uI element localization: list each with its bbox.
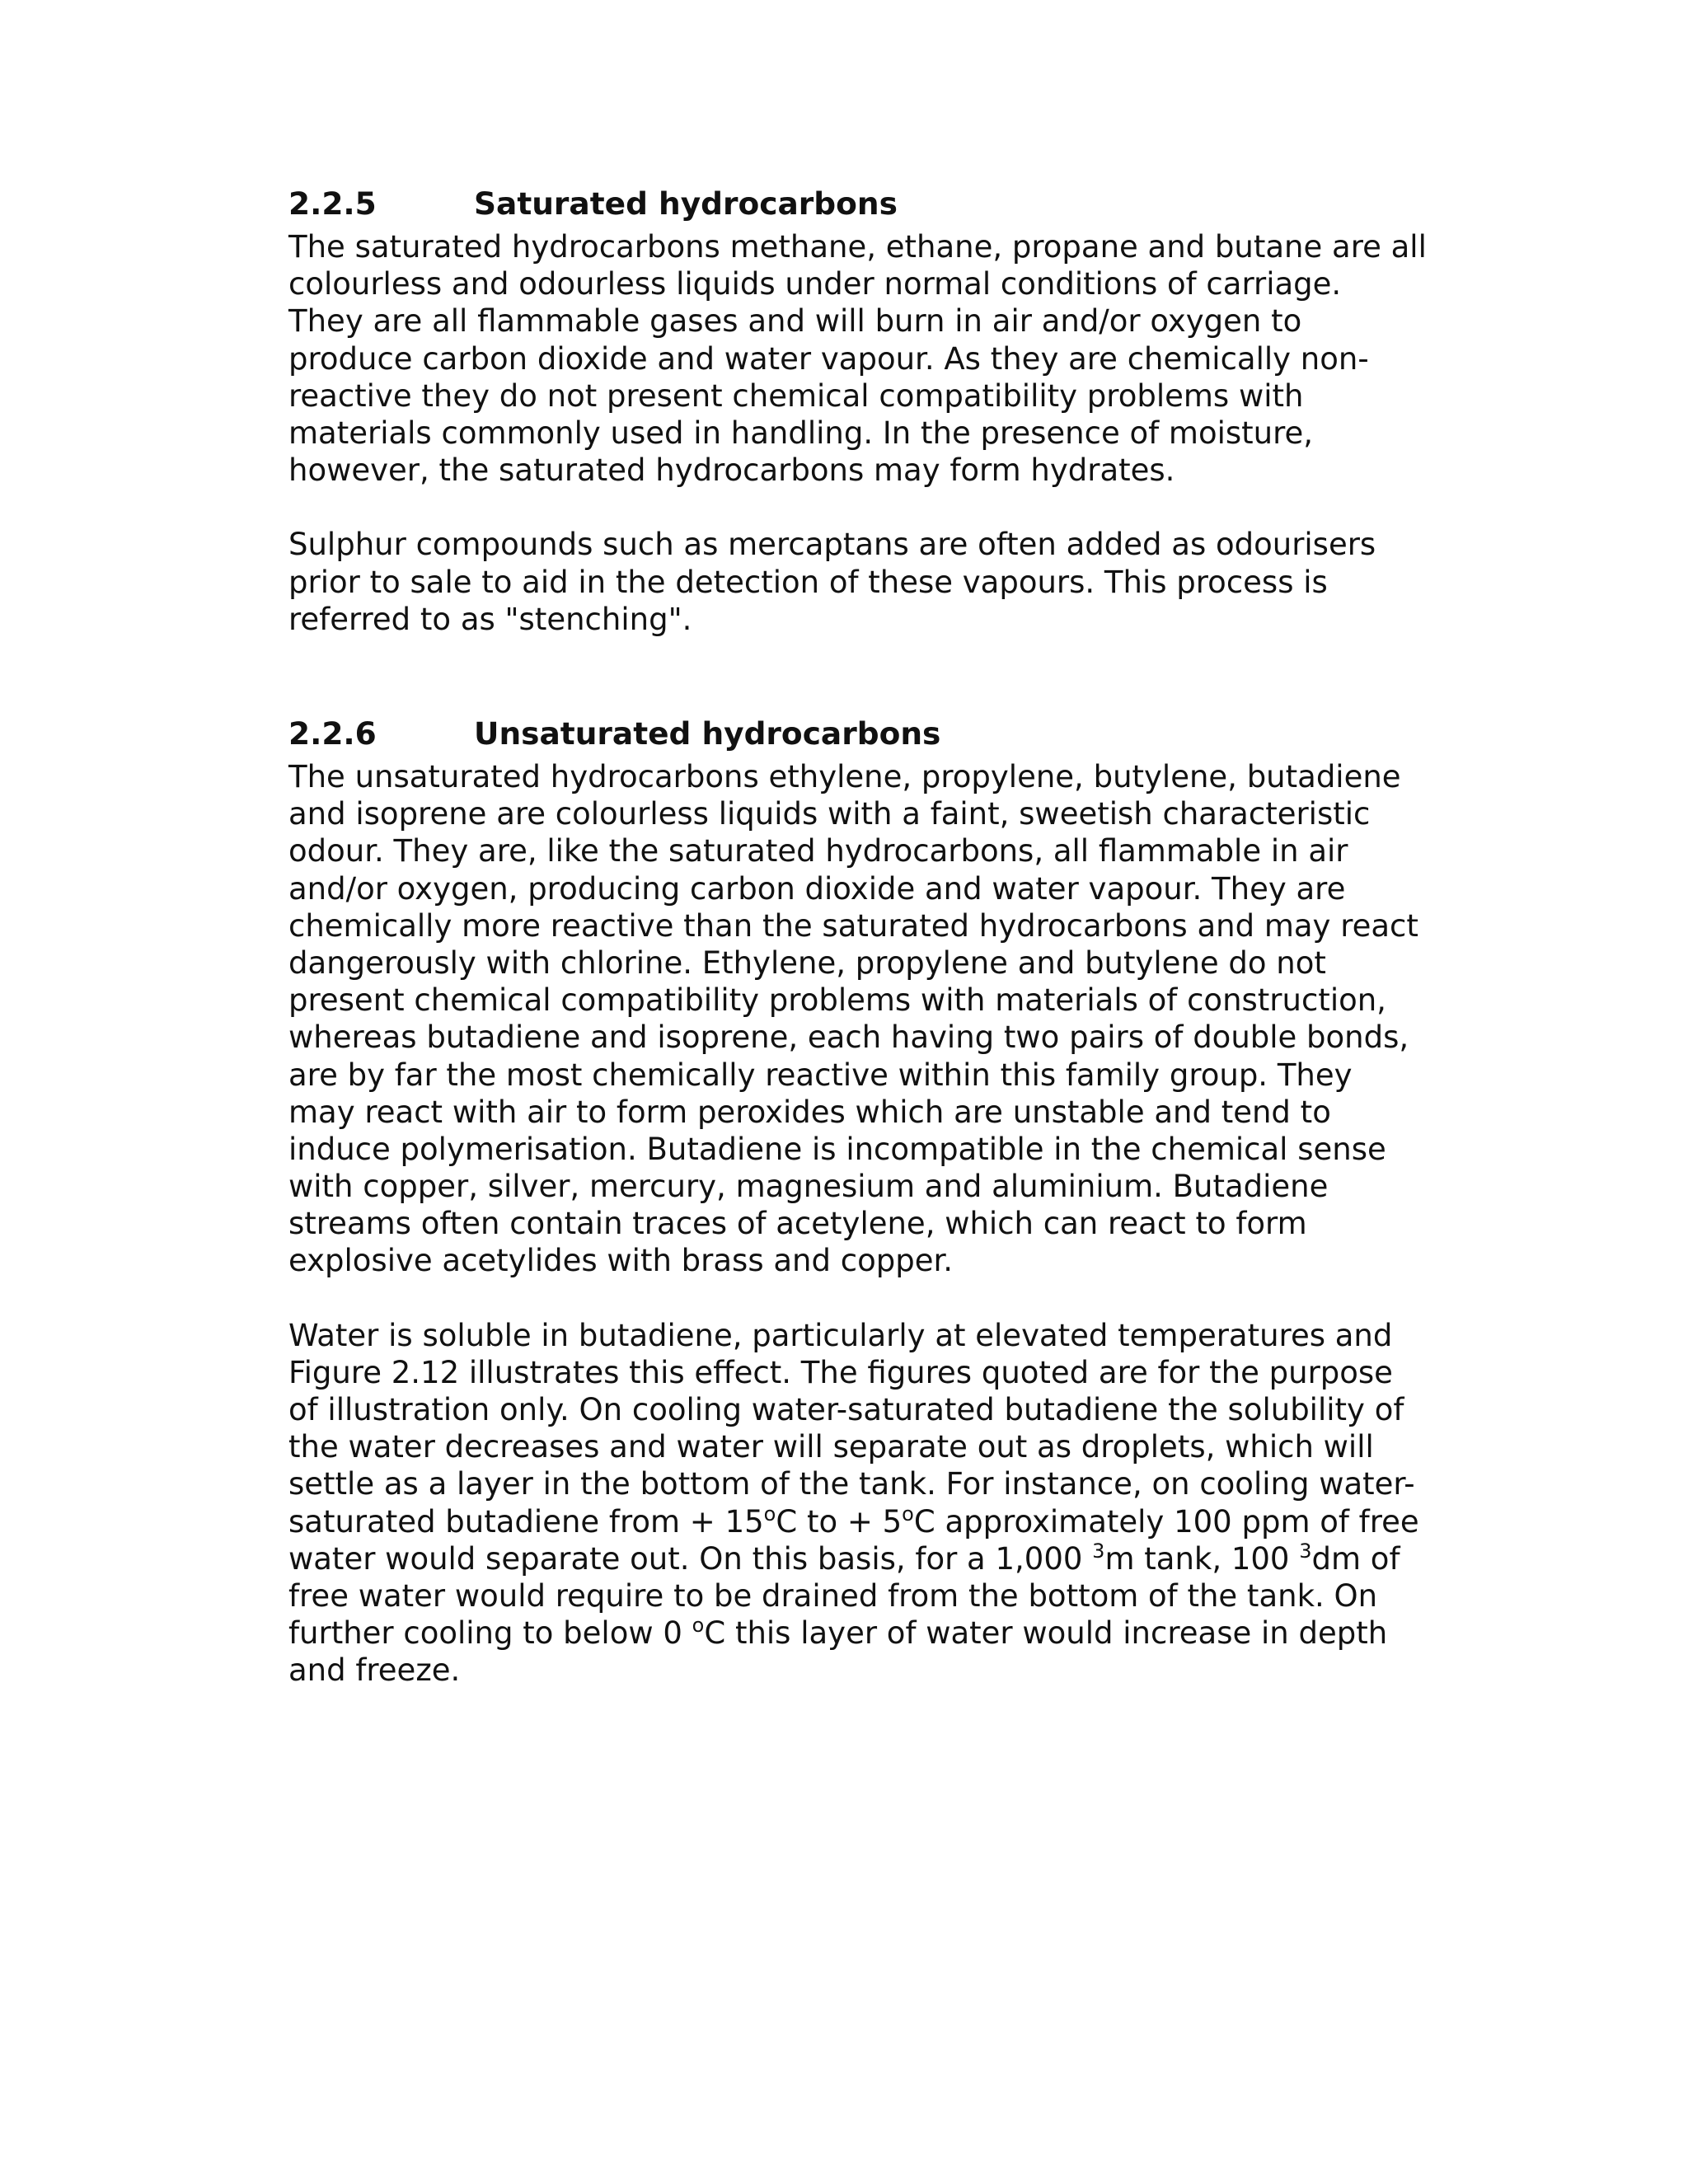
text-line: free water would require to be drained from the bottom of the tank. On [288,1577,1378,1614]
text-line: present chemical compatibility problems with materials of construction, [288,982,1386,1019]
text-line: dangerously with chlorine. Ethylene, propylene and butylene do not [288,944,1326,981]
text-line: reactive they do not present chemical compatibility problems with [288,377,1304,414]
text-run: C to + 5 [776,1503,903,1540]
text-run: further cooling to below 0 [288,1615,692,1652]
text-run: saturated butadiene from + 15 [288,1503,764,1540]
text-line: and isoprene are colourless liquids with a faint, sweetish characteristic [288,796,1371,832]
text-line: materials commonly used in handling. In the presence of moisture, [288,415,1314,451]
superscript: 3 [1092,1539,1105,1563]
text-line [288,1503,1459,1540]
text-line: referred to as "stenching". [288,601,692,637]
text-line: streams often contain traces of acetylene, which can react to form [288,1206,1307,1242]
text-line: colourless and odourless liquids under normal conditions of carriage. [288,266,1342,302]
section-2-2-5 [288,179,1459,638]
text-line: induce polymerisation. Butadiene is incompatible in the chemical sense [288,1131,1386,1167]
text-line: Water is soluble in butadiene, particularly at elevated temperatures and [288,1317,1393,1353]
section-heading [288,179,1459,228]
text-line: however, the saturated hydrocarbons may form hydrates. [288,452,1175,489]
text-line: The saturated hydrocarbons methane, ethane, propane and butane are all [288,229,1427,265]
section-title: Unsaturated hydrocarbons [474,715,941,752]
text-run: C this layer of water would increase in depth [704,1615,1388,1652]
text-line: with copper, silver, mercury, magnesium and aluminium. Butadiene [288,1169,1329,1205]
text-line: produce carbon dioxide and water vapour. As they are chemically non- [288,340,1369,377]
text-line: They are all flammable gases and will burn in air and/or oxygen to [288,303,1302,340]
paragraph [288,758,1459,1280]
text-line: explosive acetylides with brass and copper. [288,1243,954,1279]
section-number: 2.2.6 [288,715,377,752]
text-line: odour. They are, like the saturated hydrocarbons, all flammable in air [288,833,1348,869]
text-line: prior to sale to aid in the detection of these vapours. This process is [288,564,1328,600]
text-line [288,1615,1459,1652]
section-heading [288,709,1459,758]
paragraph [288,1317,1459,1690]
superscript: o [902,1502,914,1526]
text-run: C approximately 100 ppm of free [913,1503,1419,1540]
text-line: Sulphur compounds such as mercaptans are often added as odourisers [288,527,1376,563]
text-line: of illustration only. On cooling water-saturated butadiene the solubility of [288,1392,1404,1427]
text-line: are by far the most chemically reactive within this family group. They [288,1057,1353,1093]
paragraph [288,228,1459,489]
section-title: Saturated hydrocarbons [474,185,898,222]
text-line: chemically more reactive than the saturated hydrocarbons and may react [288,907,1418,944]
text-line: settle as a layer in the bottom of the tank. For instance, on cooling water- [288,1466,1415,1502]
text-line: Figure 2.12 illustrates this effect. The figures quoted are for the purpose [288,1354,1393,1390]
text-run: m tank, 100 [1104,1540,1300,1577]
text-line: the water decreases and water will separate out as droplets, which will [288,1429,1374,1465]
text-line [288,1540,1459,1577]
text-line: and/or oxygen, producing carbon dioxide and water vapour. They are [288,870,1346,907]
paragraph [288,526,1459,638]
section-number: 2.2.5 [288,185,377,222]
text-line: whereas butadiene and isoprene, each having two pairs of double bonds, [288,1019,1409,1056]
text-line: may react with air to form peroxides which are unstable and tend to [288,1094,1331,1130]
text-run: water would separate out. On this basis, for a 1,000 [288,1540,1093,1577]
text-line: The unsaturated hydrocarbons ethylene, propylene, butylene, butadiene [288,759,1401,794]
text-line: and freeze. [288,1652,461,1689]
superscript: o [692,1614,705,1638]
section-2-2-6 [288,709,1459,1690]
text-run: dm of [1311,1540,1400,1577]
superscript: o [763,1502,776,1526]
superscript: 3 [1299,1539,1312,1563]
